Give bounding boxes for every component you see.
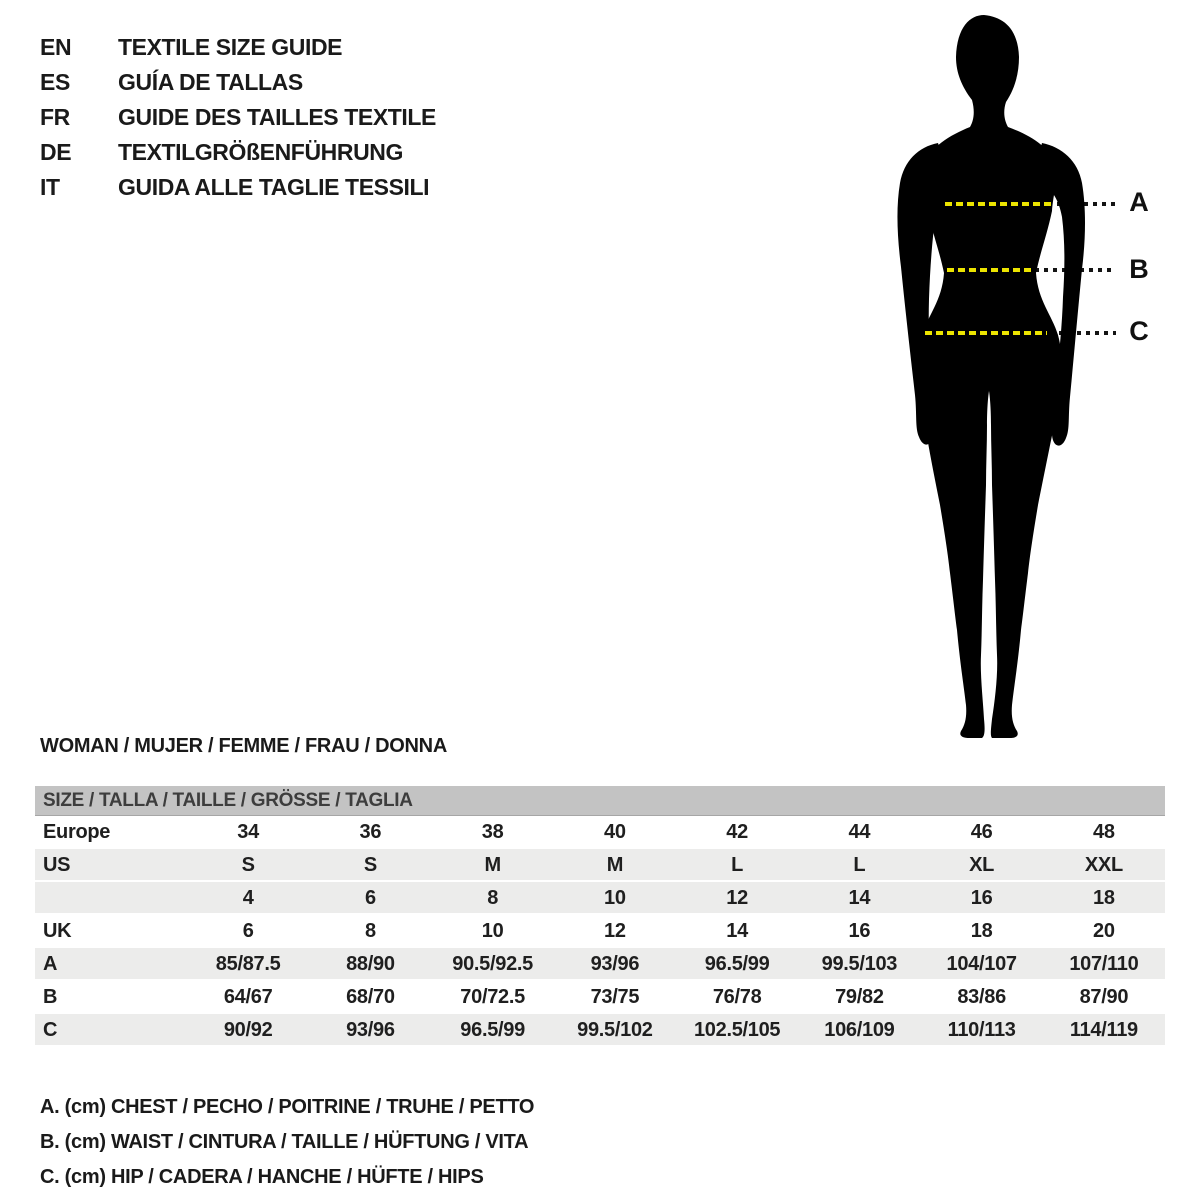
- size-cell: 8: [487, 887, 499, 909]
- size-cell: 42: [726, 821, 748, 843]
- size-cell: 110/113: [947, 1019, 1016, 1041]
- row-label: B: [43, 986, 58, 1008]
- measurement-figure: [892, 15, 1200, 755]
- size-cell: 10: [481, 920, 504, 942]
- language-title: TEXTILGRÖßENFÜHRUNG: [118, 139, 403, 165]
- size-cell: 88/90: [346, 953, 395, 975]
- size-cell: 44: [848, 821, 871, 843]
- size-cell: 102.5/105: [693, 1019, 781, 1041]
- table-row: [35, 948, 1165, 981]
- hip-measure-line: [925, 331, 1047, 335]
- size-cell: M: [484, 854, 501, 876]
- size-cell: 85/87.5: [215, 953, 281, 975]
- size-cell: 20: [1093, 920, 1115, 942]
- size-cell: 87/90: [1079, 986, 1129, 1008]
- woman-silhouette-icon: [892, 15, 1092, 743]
- row-label: C: [43, 1019, 58, 1041]
- size-cell: 96.5/99: [704, 953, 770, 975]
- size-cell: 16: [970, 887, 993, 909]
- size-cell: 16: [848, 920, 871, 942]
- size-cell: S: [241, 854, 255, 876]
- table-row: [35, 849, 1165, 882]
- size-cell: 96.5/99: [460, 1019, 525, 1041]
- size-cell: 12: [604, 920, 626, 942]
- size-cell: L: [731, 854, 744, 876]
- language-row-de: [40, 135, 436, 170]
- row-label: [35, 882, 187, 915]
- language-title: GUIDA ALLE TAGLIE TESSILI: [118, 174, 430, 200]
- size-cell: 68/70: [346, 986, 395, 1008]
- language-code: EN: [40, 34, 72, 60]
- size-cell: 40: [604, 821, 626, 843]
- row-label: UK: [43, 920, 72, 942]
- size-cell: 79/82: [835, 986, 884, 1008]
- language-code: ES: [40, 69, 70, 95]
- row-label: US: [43, 854, 71, 876]
- size-cell: 38: [481, 821, 504, 843]
- language-row-fr: [40, 100, 436, 135]
- size-cell: XXL: [1084, 854, 1123, 876]
- size-cell: 107/110: [1069, 953, 1139, 975]
- size-cell: 6: [364, 887, 376, 909]
- legend-line: A. (cm) CHEST / PECHO / POITRINE / TRUHE / PETTO: [40, 1096, 535, 1118]
- language-title: GUÍA DE TALLAS: [118, 69, 303, 95]
- size-cell: 14: [848, 887, 871, 909]
- size-cell: 4: [242, 887, 254, 909]
- marker-label-b: B: [1129, 254, 1149, 284]
- size-cell: 73/75: [590, 986, 640, 1008]
- group-heading: WOMAN / MUJER / FEMME / FRAU / DONNA: [40, 735, 447, 757]
- size-cell: 90.5/92.5: [452, 953, 533, 975]
- size-cell: 104/107: [946, 953, 1017, 975]
- size-cell: 6: [242, 920, 254, 942]
- size-cell: 93/96: [590, 953, 640, 975]
- size-cell: 70/72.5: [460, 986, 525, 1008]
- size-cell: S: [363, 854, 377, 876]
- table-row: [35, 882, 1165, 915]
- chest-measure-line: [945, 202, 1051, 206]
- size-cell: M: [606, 854, 624, 876]
- marker-label-a: A: [1129, 187, 1149, 217]
- language-title: TEXTILE SIZE GUIDE: [118, 34, 343, 60]
- table-row: [35, 816, 1165, 849]
- size-cell: XL: [969, 854, 995, 876]
- size-cell: 90/92: [223, 1019, 273, 1041]
- row-label: A: [43, 953, 58, 975]
- size-cell: 8: [364, 920, 376, 942]
- size-cell: L: [853, 854, 866, 876]
- legend-line: B. (cm) WAIST / CINTURA / TAILLE / HÜFTUNG / VITA: [40, 1131, 529, 1153]
- language-title-list: [40, 30, 436, 205]
- size-cell: 106/109: [824, 1019, 895, 1041]
- size-cell: 99.5/103: [821, 953, 898, 975]
- size-cell: 48: [1093, 821, 1115, 843]
- language-row-es: [40, 65, 436, 100]
- size-cell: 18: [1093, 887, 1115, 909]
- size-cell: 34: [237, 821, 259, 843]
- size-cell: 76/78: [712, 986, 762, 1008]
- size-cell: 36: [359, 821, 382, 843]
- table-row: [35, 915, 1165, 948]
- legend-line: C. (cm) HIP / CADERA / HANCHE / HÜFTE / HIPS: [40, 1166, 484, 1188]
- size-cell: 10: [604, 887, 626, 909]
- language-row-it: [40, 170, 436, 205]
- size-table-header: SIZE / TALLA / TAILLE / GRÖSSE / TAGLIA: [35, 786, 1165, 816]
- size-cell: 99.5/102: [577, 1019, 653, 1041]
- language-code: IT: [40, 174, 60, 200]
- measurement-legend: [40, 1090, 534, 1195]
- size-cell: 18: [970, 920, 993, 942]
- size-cell: 64/67: [223, 986, 273, 1008]
- size-cell: 83/86: [957, 986, 1006, 1008]
- size-table: [35, 786, 1165, 1047]
- language-code: DE: [40, 139, 72, 165]
- row-label: Europe: [43, 821, 111, 843]
- table-row: [35, 981, 1165, 1014]
- language-title: GUIDE DES TAILLES TEXTILE: [118, 104, 436, 130]
- size-cell: 46: [970, 821, 993, 843]
- size-cell: 12: [726, 887, 748, 909]
- table-row: [35, 1014, 1165, 1047]
- marker-label-c: C: [1129, 316, 1149, 346]
- language-code: FR: [40, 104, 70, 130]
- size-cell: 93/96: [346, 1019, 395, 1041]
- size-cell: 114/119: [1069, 1019, 1138, 1041]
- language-row-en: [40, 30, 436, 65]
- size-table-body: [35, 816, 1165, 1047]
- waist-measure-line: [947, 268, 1033, 272]
- size-cell: 14: [726, 920, 748, 942]
